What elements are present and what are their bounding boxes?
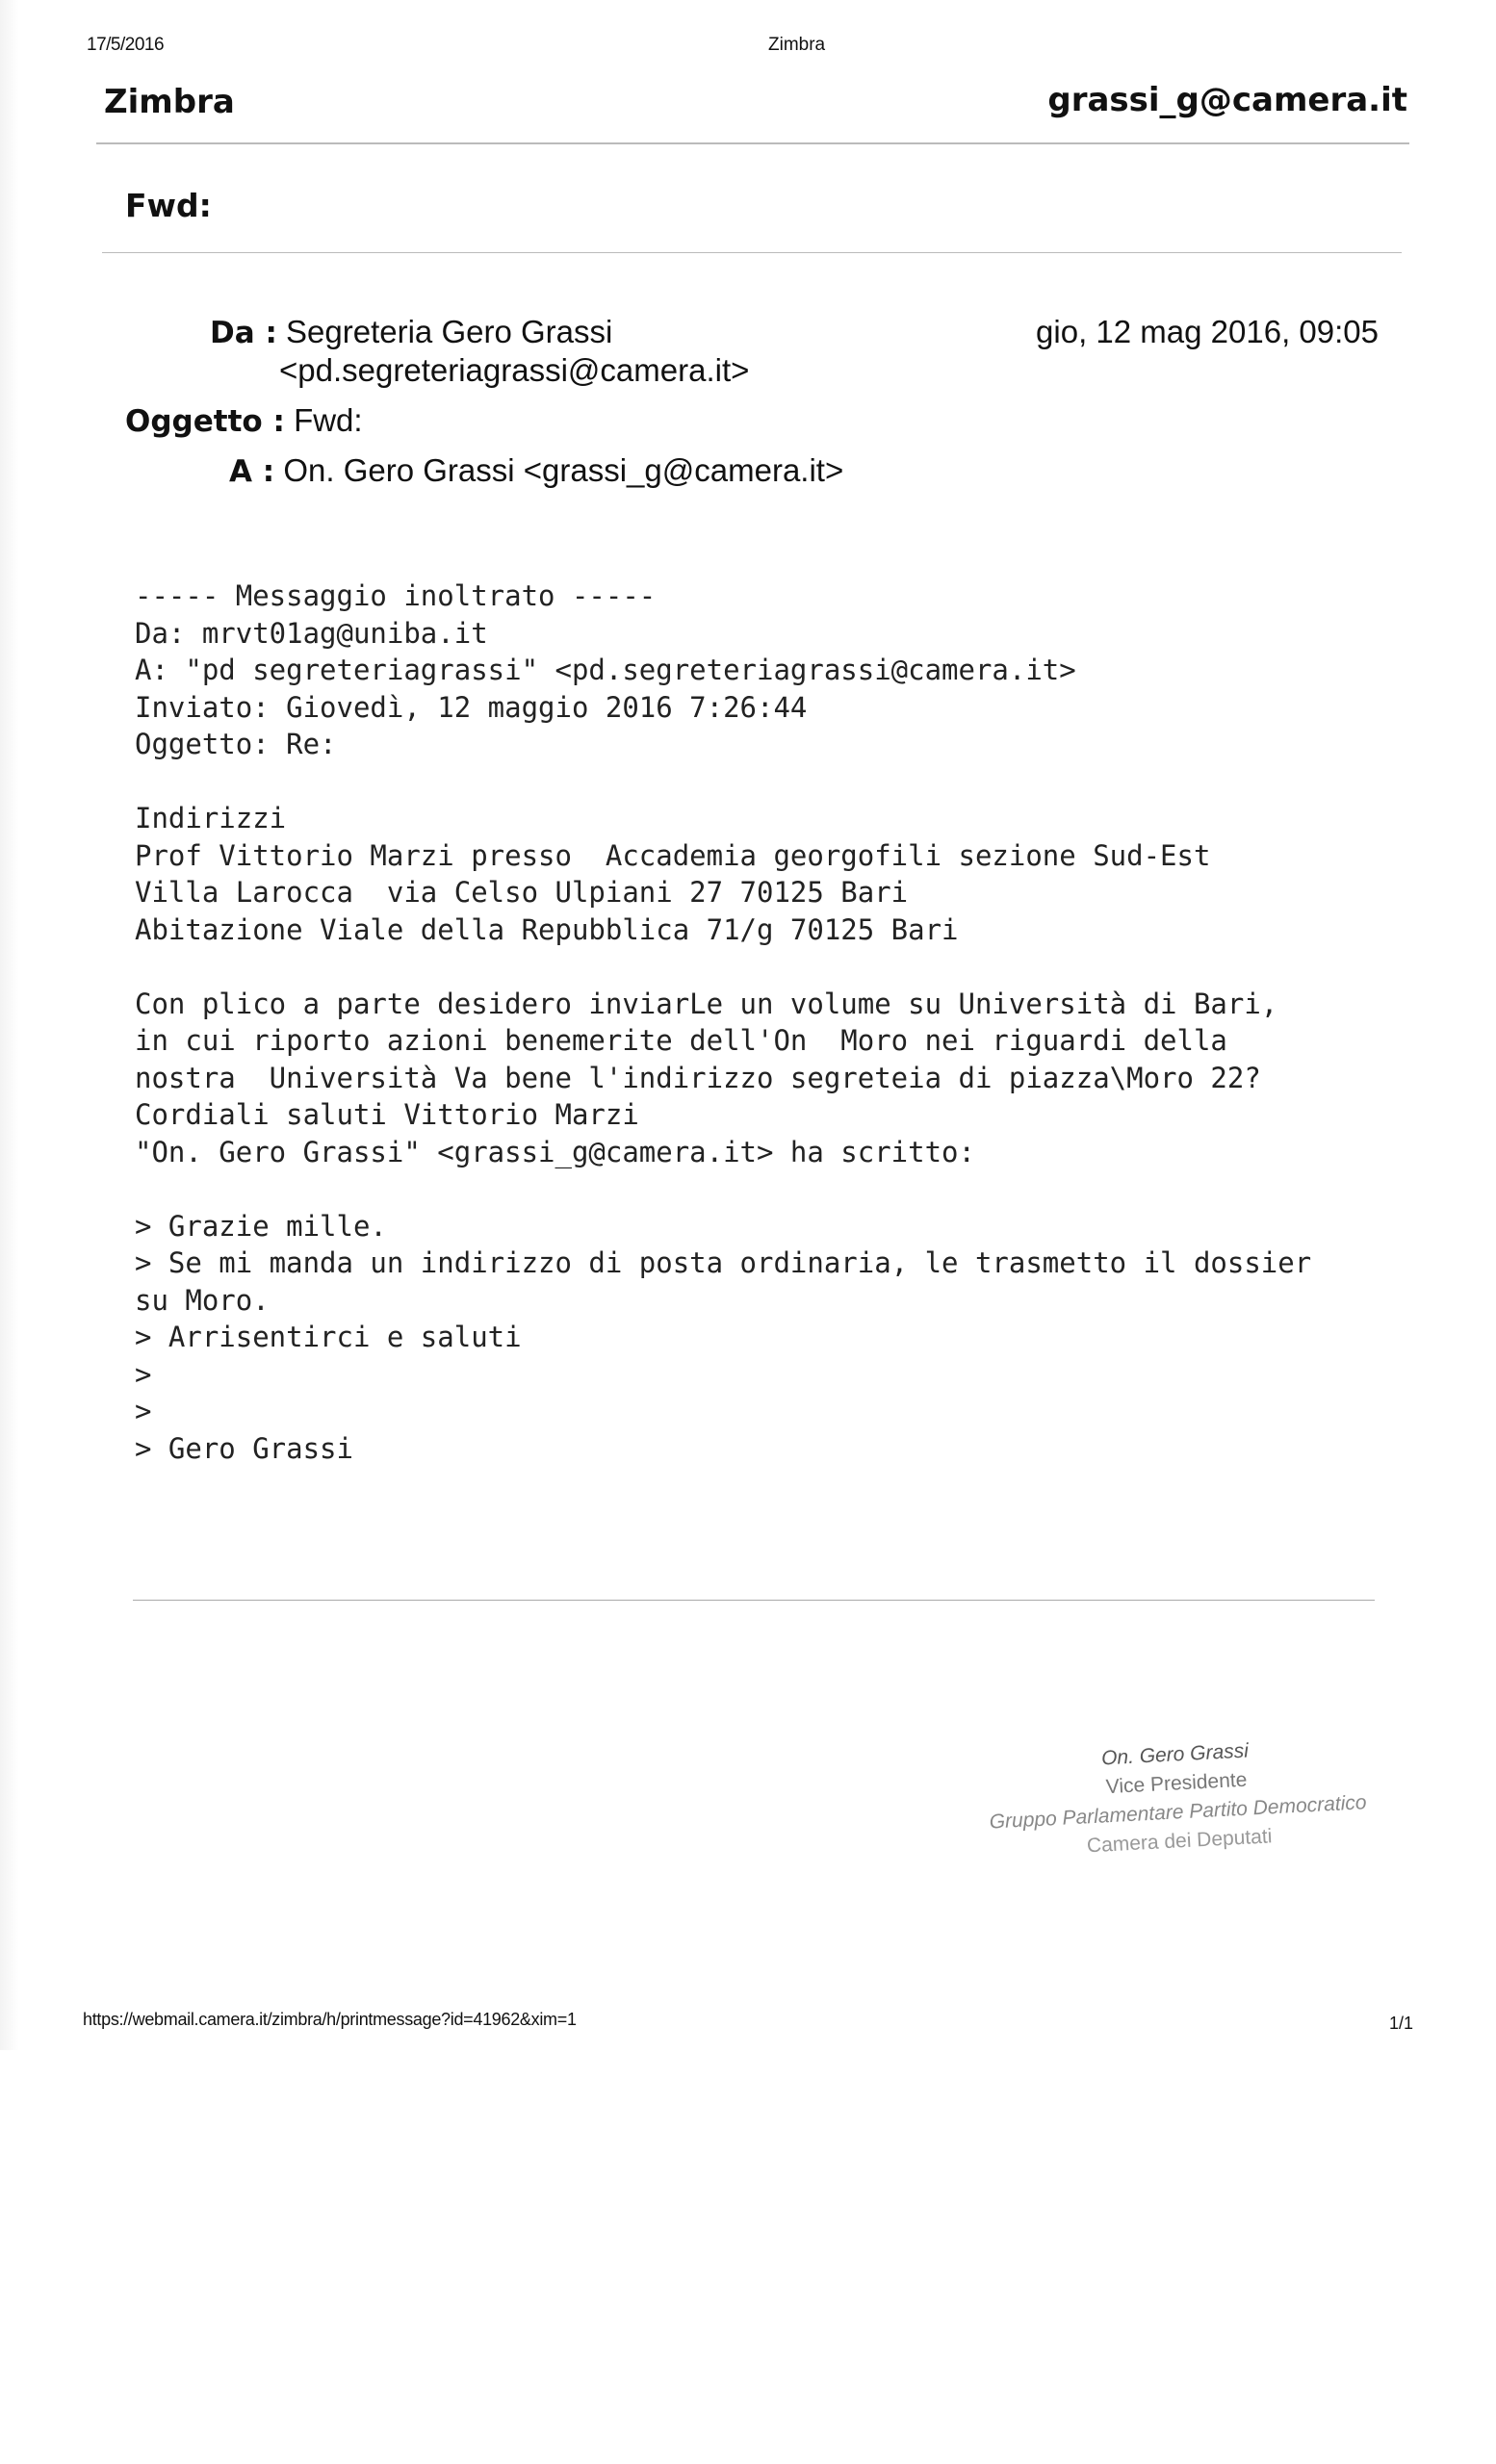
- print-footer-url: https://webmail.camera.it/zimbra/h/printmessage?id=41962&xim=1: [83, 2010, 577, 2029]
- body-line: Abitazione Viale della Repubblica 71/g 70125 Bari: [135, 912, 959, 946]
- body-line: [135, 948, 1415, 986]
- app-logo-text: Zimbra: [104, 83, 235, 121]
- print-date: 17/5/2016: [87, 35, 165, 55]
- from-label: Da :: [210, 316, 277, 350]
- subject-label: Oggetto :: [125, 404, 285, 439]
- message-subject: Fwd:: [125, 187, 212, 224]
- body-line: >: [135, 1395, 152, 1427]
- body-divider: [133, 1600, 1375, 1601]
- stamp-chamber: Camera dei Deputati: [1086, 1825, 1273, 1858]
- body-line: ----- Messaggio inoltrato -----: [135, 579, 657, 612]
- signature-stamp: [963, 1730, 1392, 1867]
- from-address: <pd.segreteriagrassi@camera.it>: [279, 352, 750, 388]
- body-line: >: [135, 1357, 152, 1391]
- stamp-role: Vice Presidente: [1105, 1768, 1248, 1799]
- stamp-name: On. Gero Grassi: [1100, 1739, 1250, 1770]
- print-page-title: Zimbra: [768, 35, 826, 55]
- subject-value: Fwd:: [294, 402, 363, 438]
- body-line: su Moro.: [135, 1283, 270, 1317]
- body-line: Da: mrvt01ag@uniba.it: [135, 616, 488, 650]
- stamp-group: Gruppo Parlamentare Partito Democratico: [989, 1791, 1368, 1834]
- subject-divider: [102, 252, 1402, 253]
- body-line: Cordiali saluti Vittorio Marzi: [135, 1098, 639, 1131]
- body-line: > Grazie mille.: [135, 1209, 387, 1243]
- message-body: [135, 578, 1415, 1467]
- body-line: Oggetto: Re:: [135, 728, 337, 760]
- body-line: in cui riporto azioni benemerite dell'On Moro nei riguardi della: [135, 1024, 1227, 1057]
- to-label: A :: [229, 454, 275, 489]
- print-footer-page: 1/1: [1388, 2014, 1413, 2033]
- body-line: "On. Gero Grassi" <grassi_g@camera.it> ha scritto:: [135, 1135, 975, 1168]
- to-value: On. Gero Grassi <grassi_g@camera.it>: [283, 452, 844, 488]
- to-row: [229, 452, 843, 489]
- body-line: > Se mi manda un indirizzo di posta ordinaria, le trasmetto il dossier: [135, 1246, 1312, 1279]
- body-line: Prof Vittorio Marzi presso Accademia georgofili sezione Sud-Est: [135, 838, 1211, 872]
- body-line: > Arrisentirci e saluti: [135, 1321, 522, 1353]
- header-divider: [96, 142, 1409, 144]
- subject-row: [125, 402, 363, 439]
- body-line: A: "pd segreteriagrassi" <pd.segreteriagrassi@camera.it>: [135, 654, 1076, 686]
- body-line: Indirizzi: [135, 802, 287, 834]
- body-line: [135, 763, 1415, 801]
- body-line: > Gero Grassi: [135, 1431, 353, 1465]
- body-line: Con plico a parte desidero inviarLe un volume su Università di Bari,: [135, 987, 1278, 1020]
- body-line: Inviato: Giovedì, 12 maggio 2016 7:26:44: [135, 690, 808, 724]
- body-line: nostra Università Va bene l'indirizzo segreteia di piazza\Moro 22?: [135, 1061, 1261, 1094]
- body-line: [135, 1170, 1415, 1208]
- from-name: Segreteria Gero Grassi: [286, 314, 613, 349]
- message-date: gio, 12 mag 2016, 09:05: [1036, 314, 1379, 349]
- body-line: Villa Larocca via Celso Ulpiani 27 70125 Bari: [135, 876, 909, 909]
- user-email: grassi_g@camera.it: [1047, 81, 1407, 119]
- from-row: [210, 314, 612, 350]
- scan-edge-shadow: [0, 0, 19, 2050]
